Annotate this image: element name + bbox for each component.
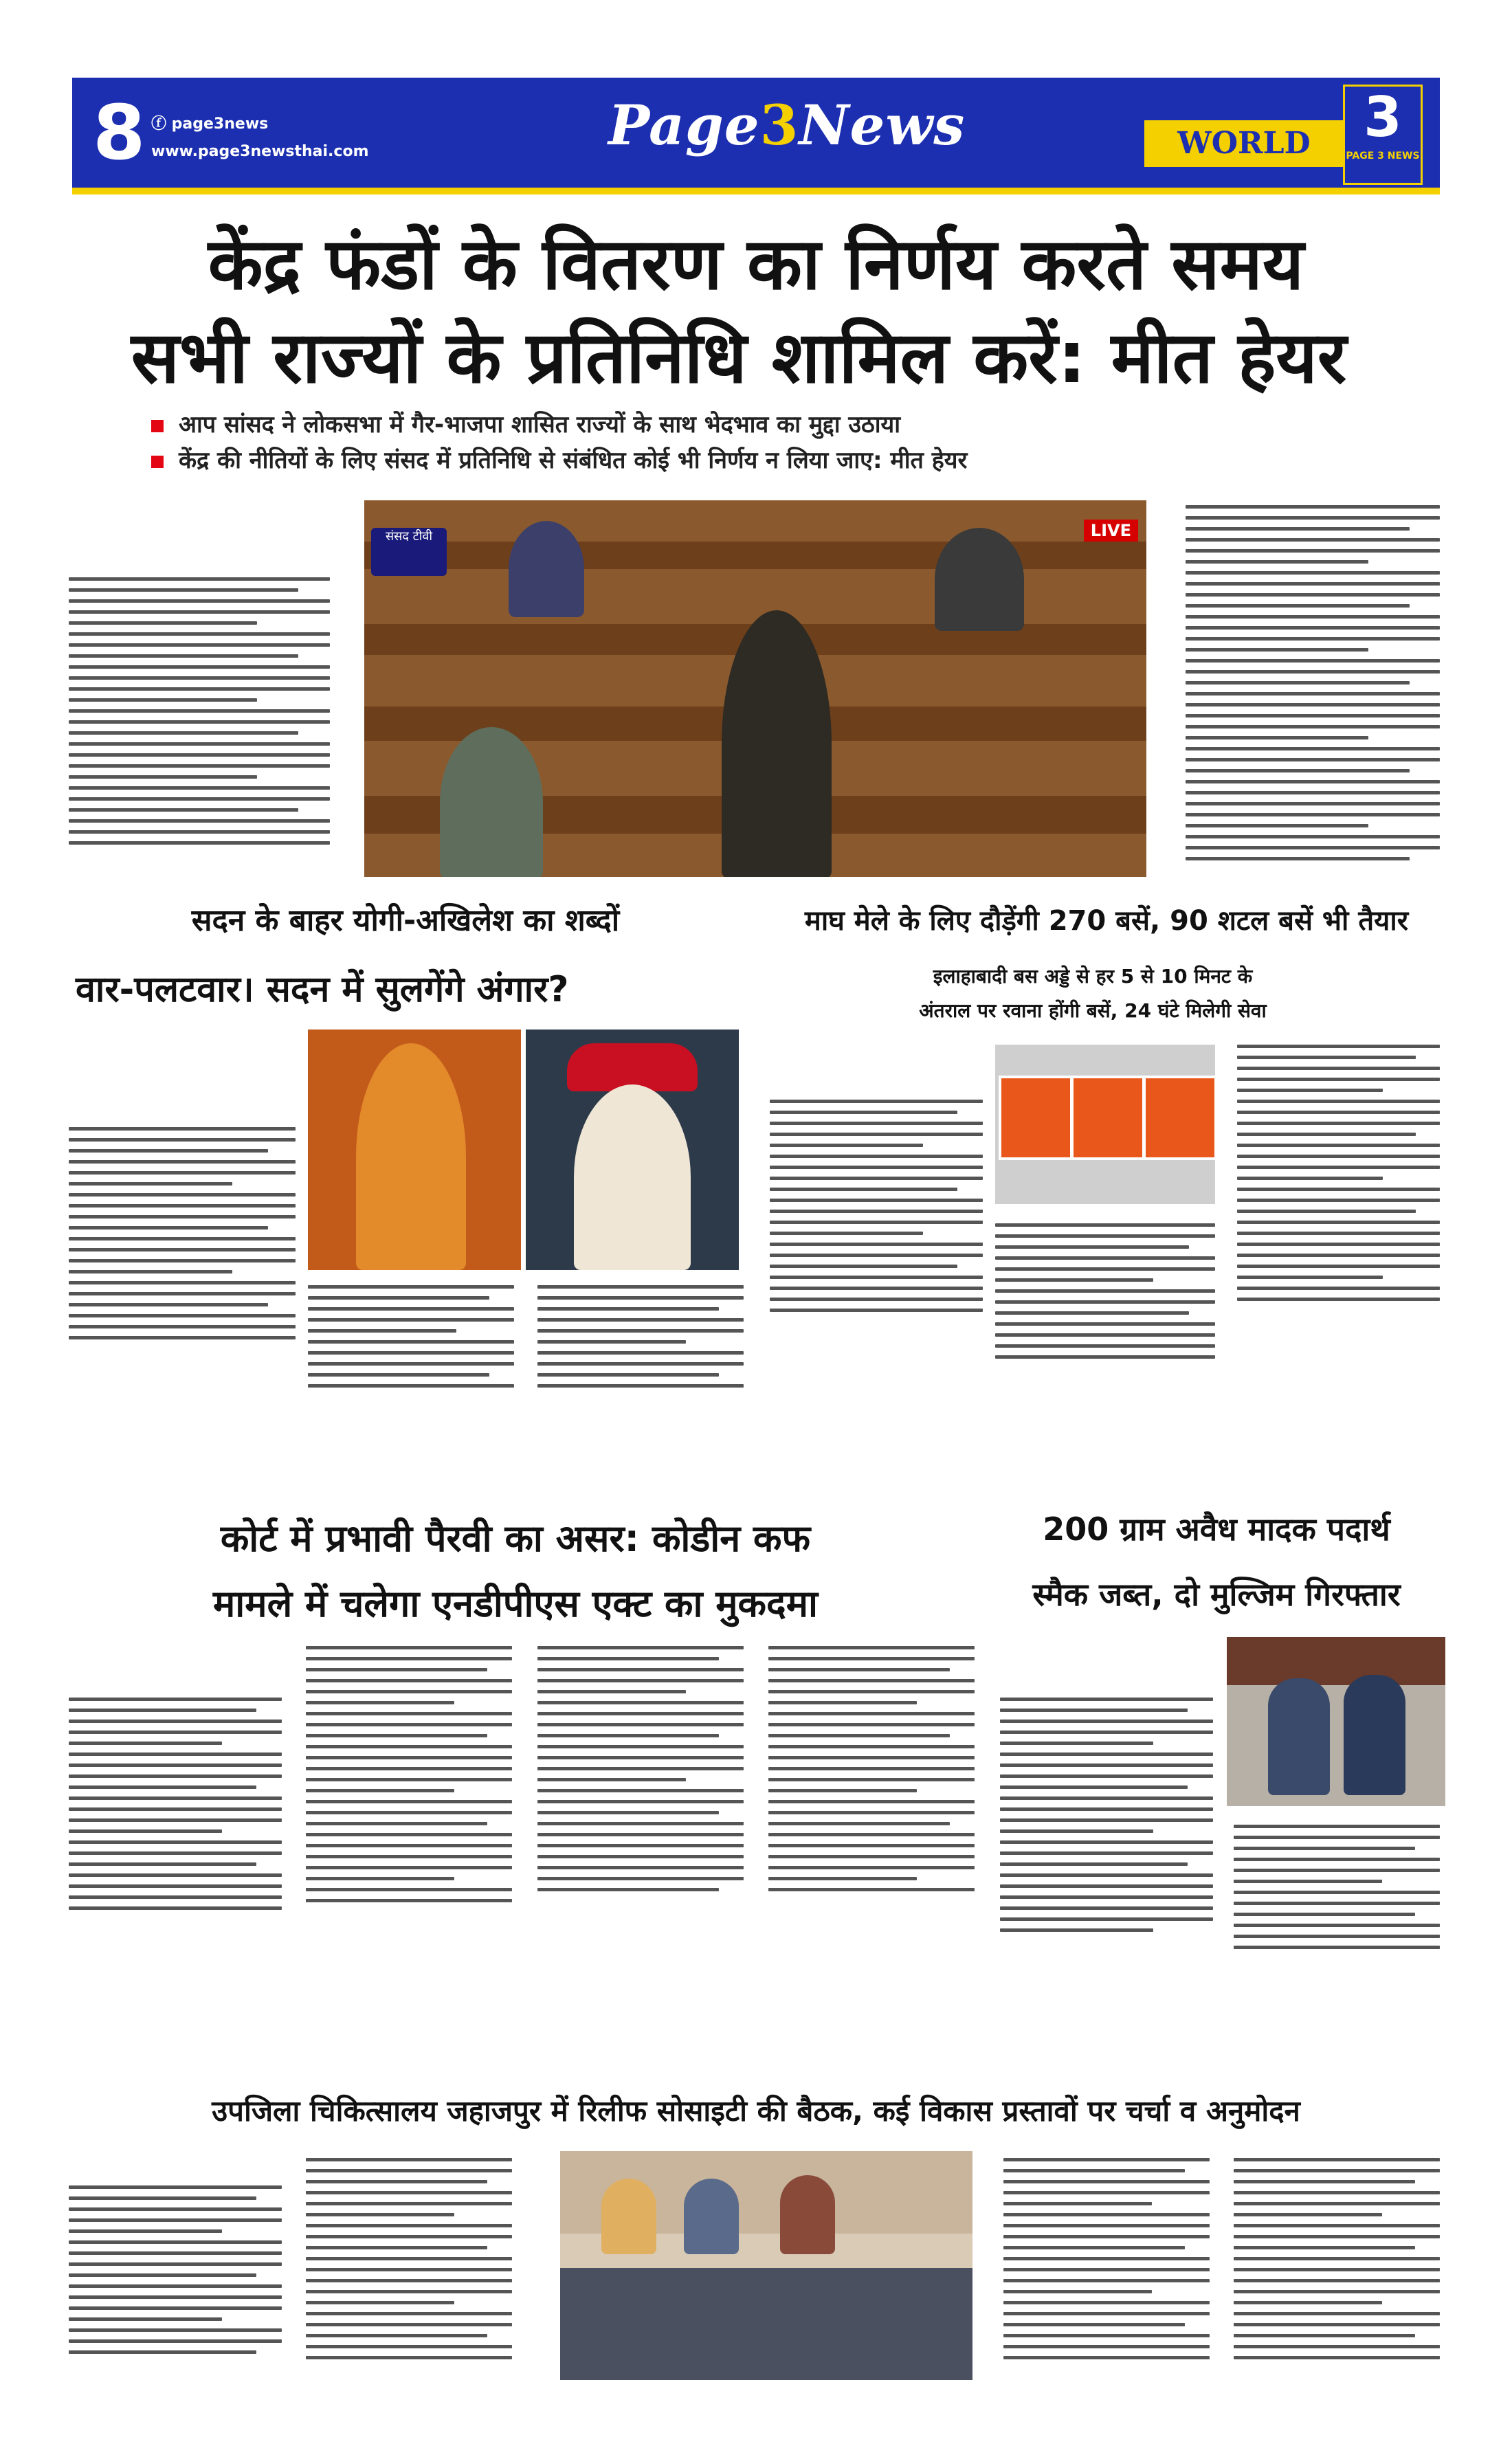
- newspaper-logo: Page3News: [608, 93, 966, 157]
- arrest-text-1: [1000, 1698, 1213, 1939]
- page3-badge: 3 PAGE 3 NEWS: [1343, 85, 1423, 185]
- social-handle: ⓕ page3news: [151, 115, 269, 133]
- bus-photo: [995, 1045, 1215, 1204]
- arrest-text-2: [1234, 1825, 1440, 1957]
- bus-story-subhead-1: इलाहाबादी बस अड्डे से हर 5 से 10 मिनट के: [933, 965, 1253, 988]
- arrest-story-headline-2: स्मैक जब्त, दो मुल्जिम गिरफ्तार: [1032, 1576, 1401, 1613]
- left-story-text-2: [308, 1285, 514, 1395]
- hospital-text-2: [306, 2158, 512, 2367]
- website-link[interactable]: www.page3newsthai.com: [151, 143, 369, 160]
- hospital-text-4: [1234, 2158, 1440, 2367]
- channel-logo: संसद टीवी: [371, 528, 447, 576]
- court-text-1: [69, 1698, 282, 1917]
- left-story-headline-1: सदन के बाहर योगी-अखिलेश का शब्दों: [191, 903, 620, 938]
- lead-headline-line1: केंद्र फंडों के वितरण का निर्णय करते समय: [208, 222, 1304, 306]
- dateline-strip: [72, 188, 1440, 194]
- court-story-headline-1: कोर्ट में प्रभावी पैरवी का असर: कोडीन कफ: [220, 1517, 811, 1560]
- yogi-photo: [308, 1030, 521, 1270]
- hospital-text-1: [69, 2185, 282, 2361]
- lead-text-right: [1186, 505, 1440, 868]
- page-number: 8: [93, 89, 146, 177]
- facebook-icon: ⓕ: [151, 115, 172, 133]
- bus-story-text-1: [770, 1100, 983, 1320]
- arrest-story-headline-1: 200 ग्राम अवैध मादक पदार्थ: [1043, 1511, 1390, 1548]
- left-story-text-1: [69, 1127, 296, 1347]
- arrest-photo: [1227, 1637, 1445, 1806]
- hospital-story-headline: उपजिला चिकित्सालय जहाजपुर में रिलीफ सोसाइटी की बैठक, कई विकास प्रस्तावों पर चर्चा व अनुमोदन: [212, 2094, 1300, 2128]
- bus-story-text-2: [995, 1223, 1215, 1366]
- meeting-photo: [560, 2151, 972, 2380]
- bus-story-text-3: [1237, 1045, 1440, 1309]
- lead-headline-line2: सभी राज्यों के प्रतिनिधि शामिल करें: मीत हेयर: [131, 315, 1347, 399]
- bus-story-subhead-2: अंतराल पर रवाना होंगी बसें, 24 घंटे मिलेगी सेवा: [919, 999, 1267, 1022]
- hospital-text-3: [1003, 2158, 1210, 2367]
- court-story-headline-2: मामले में चलेगा एनडीपीएस एक्ट का मुकदमा: [213, 1582, 818, 1625]
- court-text-3: [537, 1646, 744, 1899]
- masthead: [72, 78, 1440, 188]
- akhilesh-photo: [526, 1030, 739, 1270]
- lead-bullet: आप सांसद ने लोकसभा में गैर-भाजपा शासित राज्यों के साथ भेदभाव का मुद्दा उठाया: [151, 407, 1388, 443]
- left-story-text-3: [537, 1285, 744, 1395]
- live-badge: LIVE: [1084, 520, 1138, 542]
- lead-text-left: [69, 577, 330, 852]
- section-label: WORLD: [1144, 120, 1344, 167]
- court-text-4: [768, 1646, 975, 1899]
- parliament-photo: [364, 500, 1146, 877]
- court-text-2: [306, 1646, 512, 1910]
- lead-bullets: [151, 407, 1388, 478]
- bus-story-headline: माघ मेले के लिए दौड़ेंगी 270 बसें, 90 शटल बसें भी तैयार: [804, 905, 1409, 937]
- left-story-headline-2: वार-पलटवार। सदन में सुलगेंगे अंगार?: [76, 969, 569, 1010]
- lead-bullet: केंद्र की नीतियों के लिए संसद में प्रतिनिधि से संबंधित कोई भी निर्णय न लिया जाए: मीत हेयर: [151, 443, 1388, 478]
